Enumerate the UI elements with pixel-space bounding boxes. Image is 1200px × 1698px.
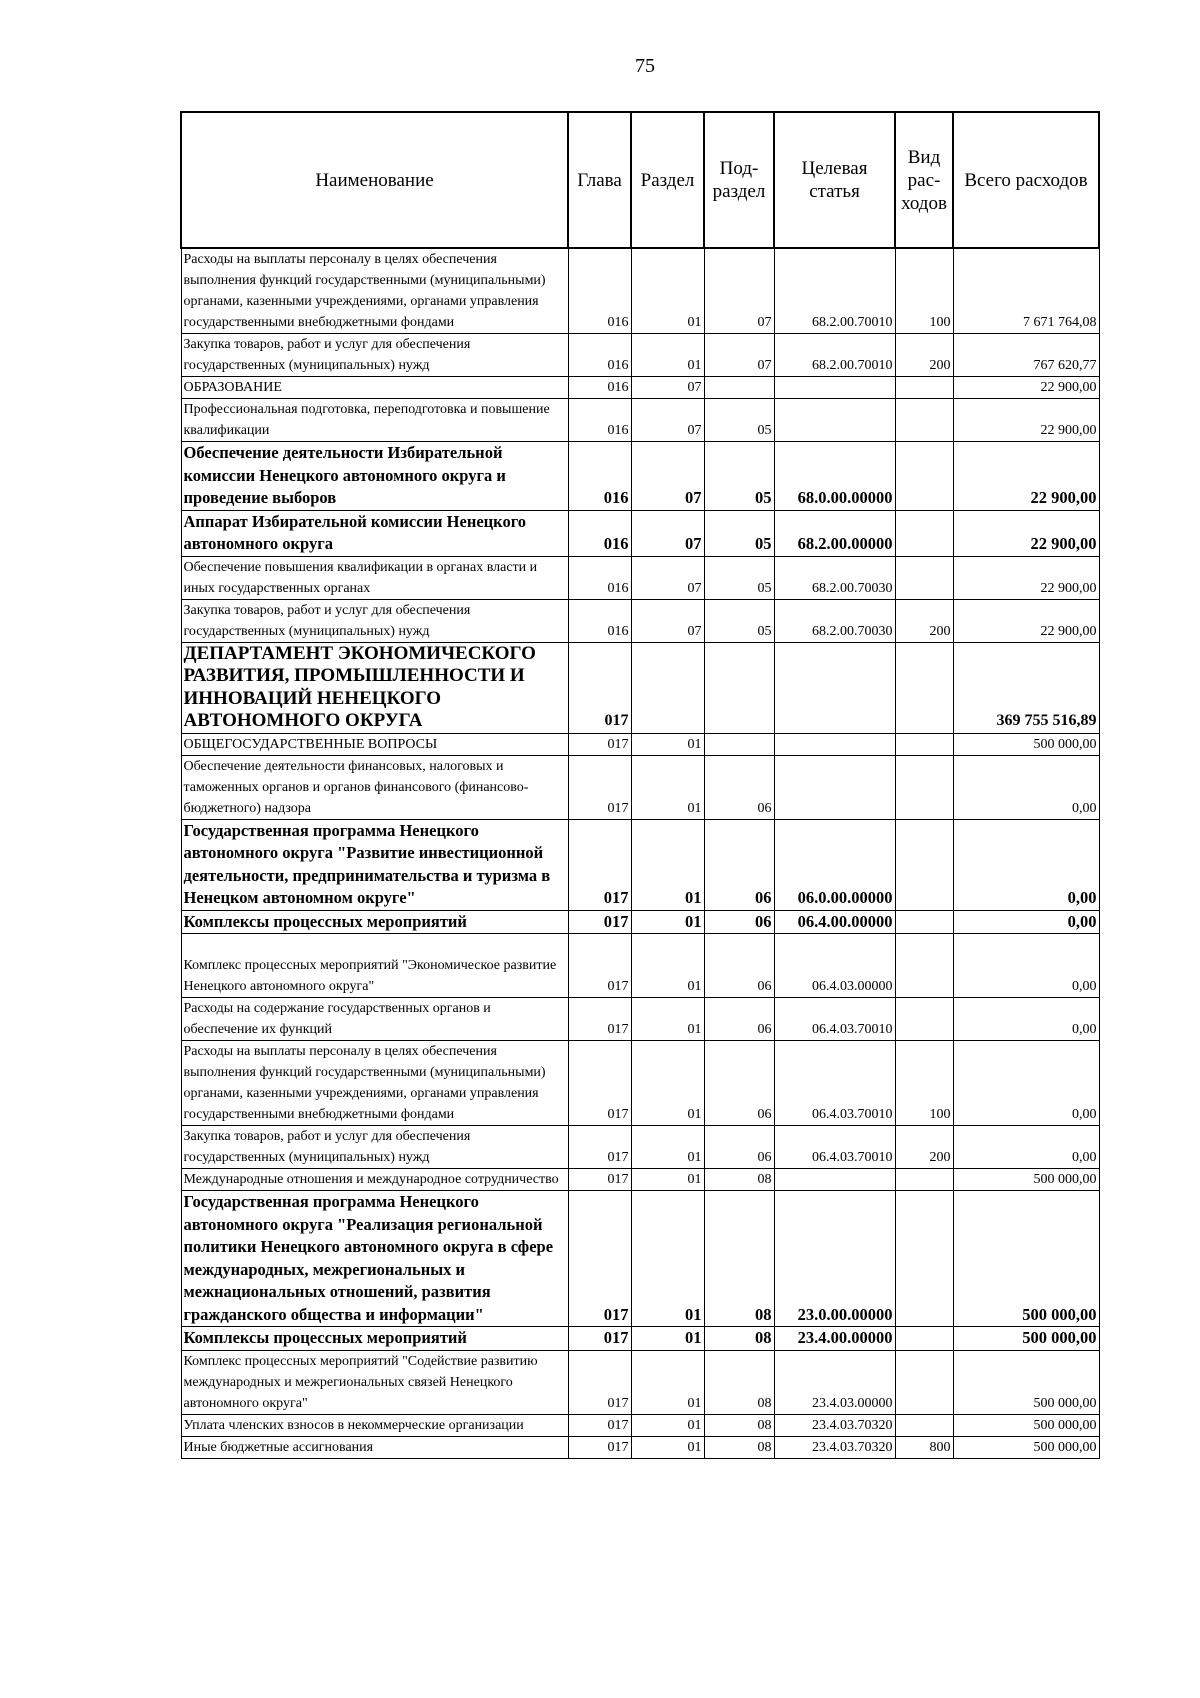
cell-article: 06.0.00.00000: [774, 819, 895, 910]
cell-total: 22 900,00: [953, 510, 1099, 556]
cell-razdel: 01: [631, 910, 704, 934]
cell-name: Комплекс процессных мероприятий "Экономическое развитие Ненецкого автономного округа": [181, 934, 568, 998]
cell-total: 500 000,00: [953, 1191, 1099, 1327]
cell-vid: [895, 910, 953, 934]
cell-glava: 017: [568, 642, 631, 733]
cell-total: 22 900,00: [953, 556, 1099, 599]
cell-name: Комплексы процессных мероприятий: [181, 1327, 568, 1351]
cell-name: ОБРАЗОВАНИЕ: [181, 377, 568, 399]
table-row: [181, 755, 1099, 819]
cell-name: ОБЩЕГОСУДАРСТВЕННЫЕ ВОПРОСЫ: [181, 733, 568, 755]
cell-razdel: 01: [631, 1436, 704, 1458]
page-number: 75: [635, 55, 655, 77]
cell-article: 23.0.00.00000: [774, 1191, 895, 1327]
table-row: [181, 1350, 1099, 1414]
cell-podrazdel: 05: [704, 510, 774, 556]
cell-podrazdel: 08: [704, 1327, 774, 1351]
cell-podrazdel: 06: [704, 910, 774, 934]
cell-glava: 017: [568, 1436, 631, 1458]
cell-article: 06.4.03.70010: [774, 1041, 895, 1126]
table-row: [181, 733, 1099, 755]
cell-total: 0,00: [953, 755, 1099, 819]
cell-glava: 017: [568, 1327, 631, 1351]
cell-razdel: 01: [631, 1350, 704, 1414]
cell-podrazdel: 08: [704, 1191, 774, 1327]
cell-vid: [895, 1169, 953, 1191]
cell-podrazdel: 06: [704, 998, 774, 1041]
cell-name: Обеспечение повышения квалификации в органах власти и иных государственных органах: [181, 556, 568, 599]
cell-name: Закупка товаров, работ и услуг для обеспечения государственных (муниципальных) нужд: [181, 599, 568, 642]
cell-razdel: 01: [631, 1191, 704, 1327]
cell-article: 68.2.00.70030: [774, 556, 895, 599]
cell-razdel: 01: [631, 998, 704, 1041]
table-row: [181, 934, 1099, 998]
cell-name: Обеспечение деятельности Избирательной комиссии Ненецкого автономного округа и проведение выборов: [181, 442, 568, 511]
cell-vid: [895, 642, 953, 733]
cell-vid: [895, 934, 953, 998]
cell-glava: 017: [568, 1169, 631, 1191]
cell-glava: 016: [568, 510, 631, 556]
table-row: [181, 556, 1099, 599]
cell-name: ДЕПАРТАМЕНТ ЭКОНОМИЧЕСКОГО РАЗВИТИЯ, ПРОМЫШЛЕННОСТИ И ИННОВАЦИЙ НЕНЕЦКОГО АВТОНОМНОГО ОКРУГА: [181, 642, 568, 733]
cell-glava: 017: [568, 1041, 631, 1126]
cell-razdel: 01: [631, 1327, 704, 1351]
cell-article: [774, 377, 895, 399]
cell-article: 68.2.00.00000: [774, 510, 895, 556]
cell-podrazdel: 07: [704, 334, 774, 377]
cell-name: Расходы на выплаты персоналу в целях обеспечения выполнения функций государственными (муниципальными) органами, казенными учреждениями, органами управления государственными внебюджетными фондами: [181, 1041, 568, 1126]
header-razdel: Раздел: [631, 112, 704, 248]
cell-vid: [895, 819, 953, 910]
cell-article: 23.4.03.00000: [774, 1350, 895, 1414]
cell-razdel: 07: [631, 442, 704, 511]
cell-glava: 017: [568, 910, 631, 934]
cell-podrazdel: 08: [704, 1169, 774, 1191]
cell-total: 500 000,00: [953, 1414, 1099, 1436]
table-header-row: [181, 112, 1099, 248]
cell-name: Уплата членских взносов в некоммерческие организации: [181, 1414, 568, 1436]
cell-name: Профессиональная подготовка, переподготовка и повышение квалификации: [181, 399, 568, 442]
table-row: [181, 1436, 1099, 1458]
cell-podrazdel: 06: [704, 934, 774, 998]
cell-article: 06.4.03.70010: [774, 1126, 895, 1169]
cell-name: Государственная программа Ненецкого автономного округа "Развитие инвестиционной деятельности, предпринимательства и туризма в Ненецком автономном округе": [181, 819, 568, 910]
cell-glava: 017: [568, 1350, 631, 1414]
cell-article: [774, 1169, 895, 1191]
cell-article: 23.4.03.70320: [774, 1414, 895, 1436]
header-article: Целевая статья: [774, 112, 895, 248]
cell-article: 06.4.03.00000: [774, 934, 895, 998]
budget-table: [180, 111, 1100, 1459]
cell-total: 22 900,00: [953, 442, 1099, 511]
table-row: [181, 910, 1099, 934]
cell-total: 0,00: [953, 998, 1099, 1041]
cell-vid: 200: [895, 599, 953, 642]
table-row: [181, 510, 1099, 556]
cell-article: [774, 755, 895, 819]
cell-razdel: 01: [631, 1169, 704, 1191]
cell-name: Комплексы процессных мероприятий: [181, 910, 568, 934]
table-row: [181, 399, 1099, 442]
cell-vid: [895, 442, 953, 511]
cell-vid: [895, 377, 953, 399]
table-row: [181, 248, 1099, 334]
table-row: [181, 377, 1099, 399]
cell-vid: [895, 1414, 953, 1436]
table-row: [181, 442, 1099, 511]
cell-podrazdel: [704, 377, 774, 399]
cell-vid: 800: [895, 1436, 953, 1458]
cell-razdel: 01: [631, 248, 704, 334]
cell-podrazdel: 05: [704, 399, 774, 442]
cell-vid: 200: [895, 1126, 953, 1169]
cell-razdel: 07: [631, 556, 704, 599]
header-total: Всего расходов: [953, 112, 1099, 248]
cell-razdel: [631, 642, 704, 733]
cell-razdel: 07: [631, 377, 704, 399]
cell-glava: 017: [568, 733, 631, 755]
cell-total: 0,00: [953, 910, 1099, 934]
cell-glava: 017: [568, 755, 631, 819]
cell-name: Расходы на выплаты персоналу в целях обеспечения выполнения функций государственными (муниципальными) органами, казенными учреждениями, органами управления государственными внебюджетными фондами: [181, 248, 568, 334]
cell-glava: 016: [568, 399, 631, 442]
cell-vid: [895, 510, 953, 556]
cell-article: 68.2.00.70010: [774, 334, 895, 377]
cell-total: 22 900,00: [953, 399, 1099, 442]
cell-vid: [895, 755, 953, 819]
header-podrazdel: Под-раздел: [704, 112, 774, 248]
cell-razdel: 01: [631, 819, 704, 910]
cell-podrazdel: [704, 733, 774, 755]
cell-podrazdel: [704, 642, 774, 733]
table-body: [181, 248, 1099, 1458]
cell-razdel: 01: [631, 1414, 704, 1436]
cell-name: Международные отношения и международное сотрудничество: [181, 1169, 568, 1191]
cell-name: Закупка товаров, работ и услуг для обеспечения государственных (муниципальных) нужд: [181, 1126, 568, 1169]
cell-vid: [895, 1327, 953, 1351]
table-row: [181, 998, 1099, 1041]
cell-vid: [895, 399, 953, 442]
cell-glava: 017: [568, 934, 631, 998]
cell-vid: 100: [895, 1041, 953, 1126]
cell-article: 06.4.03.70010: [774, 998, 895, 1041]
cell-glava: 016: [568, 377, 631, 399]
cell-razdel: 07: [631, 510, 704, 556]
cell-total: 0,00: [953, 1041, 1099, 1126]
cell-podrazdel: 08: [704, 1414, 774, 1436]
cell-name: Расходы на содержание государственных органов и обеспечение их функций: [181, 998, 568, 1041]
cell-total: 500 000,00: [953, 1436, 1099, 1458]
cell-total: 0,00: [953, 819, 1099, 910]
cell-razdel: 01: [631, 1126, 704, 1169]
cell-name: Иные бюджетные ассигнования: [181, 1436, 568, 1458]
cell-total: 500 000,00: [953, 733, 1099, 755]
table-row: [181, 642, 1099, 733]
cell-glava: 017: [568, 819, 631, 910]
cell-total: 7 671 764,08: [953, 248, 1099, 334]
cell-vid: [895, 556, 953, 599]
cell-glava: 016: [568, 556, 631, 599]
cell-total: 500 000,00: [953, 1169, 1099, 1191]
cell-article: 06.4.00.00000: [774, 910, 895, 934]
cell-glava: 017: [568, 998, 631, 1041]
cell-podrazdel: 06: [704, 819, 774, 910]
table-row: [181, 1327, 1099, 1351]
cell-article: 68.2.00.70030: [774, 599, 895, 642]
table-row: [181, 599, 1099, 642]
cell-article: [774, 642, 895, 733]
cell-razdel: 01: [631, 934, 704, 998]
cell-article: 68.0.00.00000: [774, 442, 895, 511]
cell-name: Государственная программа Ненецкого автономного округа "Реализация региональной политики Ненецкого автономного округа в сфере международных, межрегиональных и межнациональных отношений, развития гражданского общества и информации": [181, 1191, 568, 1327]
cell-total: 22 900,00: [953, 599, 1099, 642]
cell-podrazdel: 06: [704, 755, 774, 819]
cell-vid: 100: [895, 248, 953, 334]
cell-total: 22 900,00: [953, 377, 1099, 399]
table-row: [181, 819, 1099, 910]
cell-razdel: 01: [631, 1041, 704, 1126]
cell-glava: 017: [568, 1191, 631, 1327]
cell-total: 500 000,00: [953, 1350, 1099, 1414]
cell-article: 23.4.03.70320: [774, 1436, 895, 1458]
table-row: [181, 1126, 1099, 1169]
table-row: [181, 1169, 1099, 1191]
cell-name: Аппарат Избирательной комиссии Ненецкого автономного округа: [181, 510, 568, 556]
cell-razdel: 01: [631, 334, 704, 377]
cell-podrazdel: 05: [704, 556, 774, 599]
cell-glava: 016: [568, 442, 631, 511]
cell-glava: 016: [568, 334, 631, 377]
cell-vid: [895, 998, 953, 1041]
cell-glava: 016: [568, 599, 631, 642]
cell-total: 0,00: [953, 934, 1099, 998]
cell-podrazdel: 08: [704, 1350, 774, 1414]
cell-podrazdel: 07: [704, 248, 774, 334]
cell-total: 369 755 516,89: [953, 642, 1099, 733]
cell-vid: [895, 1191, 953, 1327]
cell-podrazdel: 08: [704, 1436, 774, 1458]
table-row: [181, 1414, 1099, 1436]
table-row: [181, 1191, 1099, 1327]
cell-podrazdel: 05: [704, 442, 774, 511]
cell-podrazdel: 06: [704, 1041, 774, 1126]
cell-vid: [895, 1350, 953, 1414]
table-row: [181, 1041, 1099, 1126]
cell-total: 0,00: [953, 1126, 1099, 1169]
cell-name: Комплекс процессных мероприятий "Содействие развитию международных и межрегиональных связей Ненецкого автономного округа": [181, 1350, 568, 1414]
cell-name: Обеспечение деятельности финансовых, налоговых и таможенных органов и органов финансового (финансово-бюджетного) надзора: [181, 755, 568, 819]
cell-podrazdel: 05: [704, 599, 774, 642]
cell-glava: 016: [568, 248, 631, 334]
header-vid: Вид рас-ходов: [895, 112, 953, 248]
cell-razdel: 01: [631, 733, 704, 755]
cell-glava: 017: [568, 1126, 631, 1169]
cell-total: 500 000,00: [953, 1327, 1099, 1351]
cell-article: [774, 399, 895, 442]
cell-razdel: 07: [631, 399, 704, 442]
table-row: [181, 334, 1099, 377]
cell-article: 23.4.00.00000: [774, 1327, 895, 1351]
header-name: Наименование: [181, 112, 568, 248]
cell-article: [774, 733, 895, 755]
cell-name: Закупка товаров, работ и услуг для обеспечения государственных (муниципальных) нужд: [181, 334, 568, 377]
cell-article: 68.2.00.70010: [774, 248, 895, 334]
cell-razdel: 07: [631, 599, 704, 642]
cell-podrazdel: 06: [704, 1126, 774, 1169]
cell-vid: 200: [895, 334, 953, 377]
cell-razdel: 01: [631, 755, 704, 819]
cell-vid: [895, 733, 953, 755]
cell-glava: 017: [568, 1414, 631, 1436]
header-glava: Глава: [568, 112, 631, 248]
cell-total: 767 620,77: [953, 334, 1099, 377]
